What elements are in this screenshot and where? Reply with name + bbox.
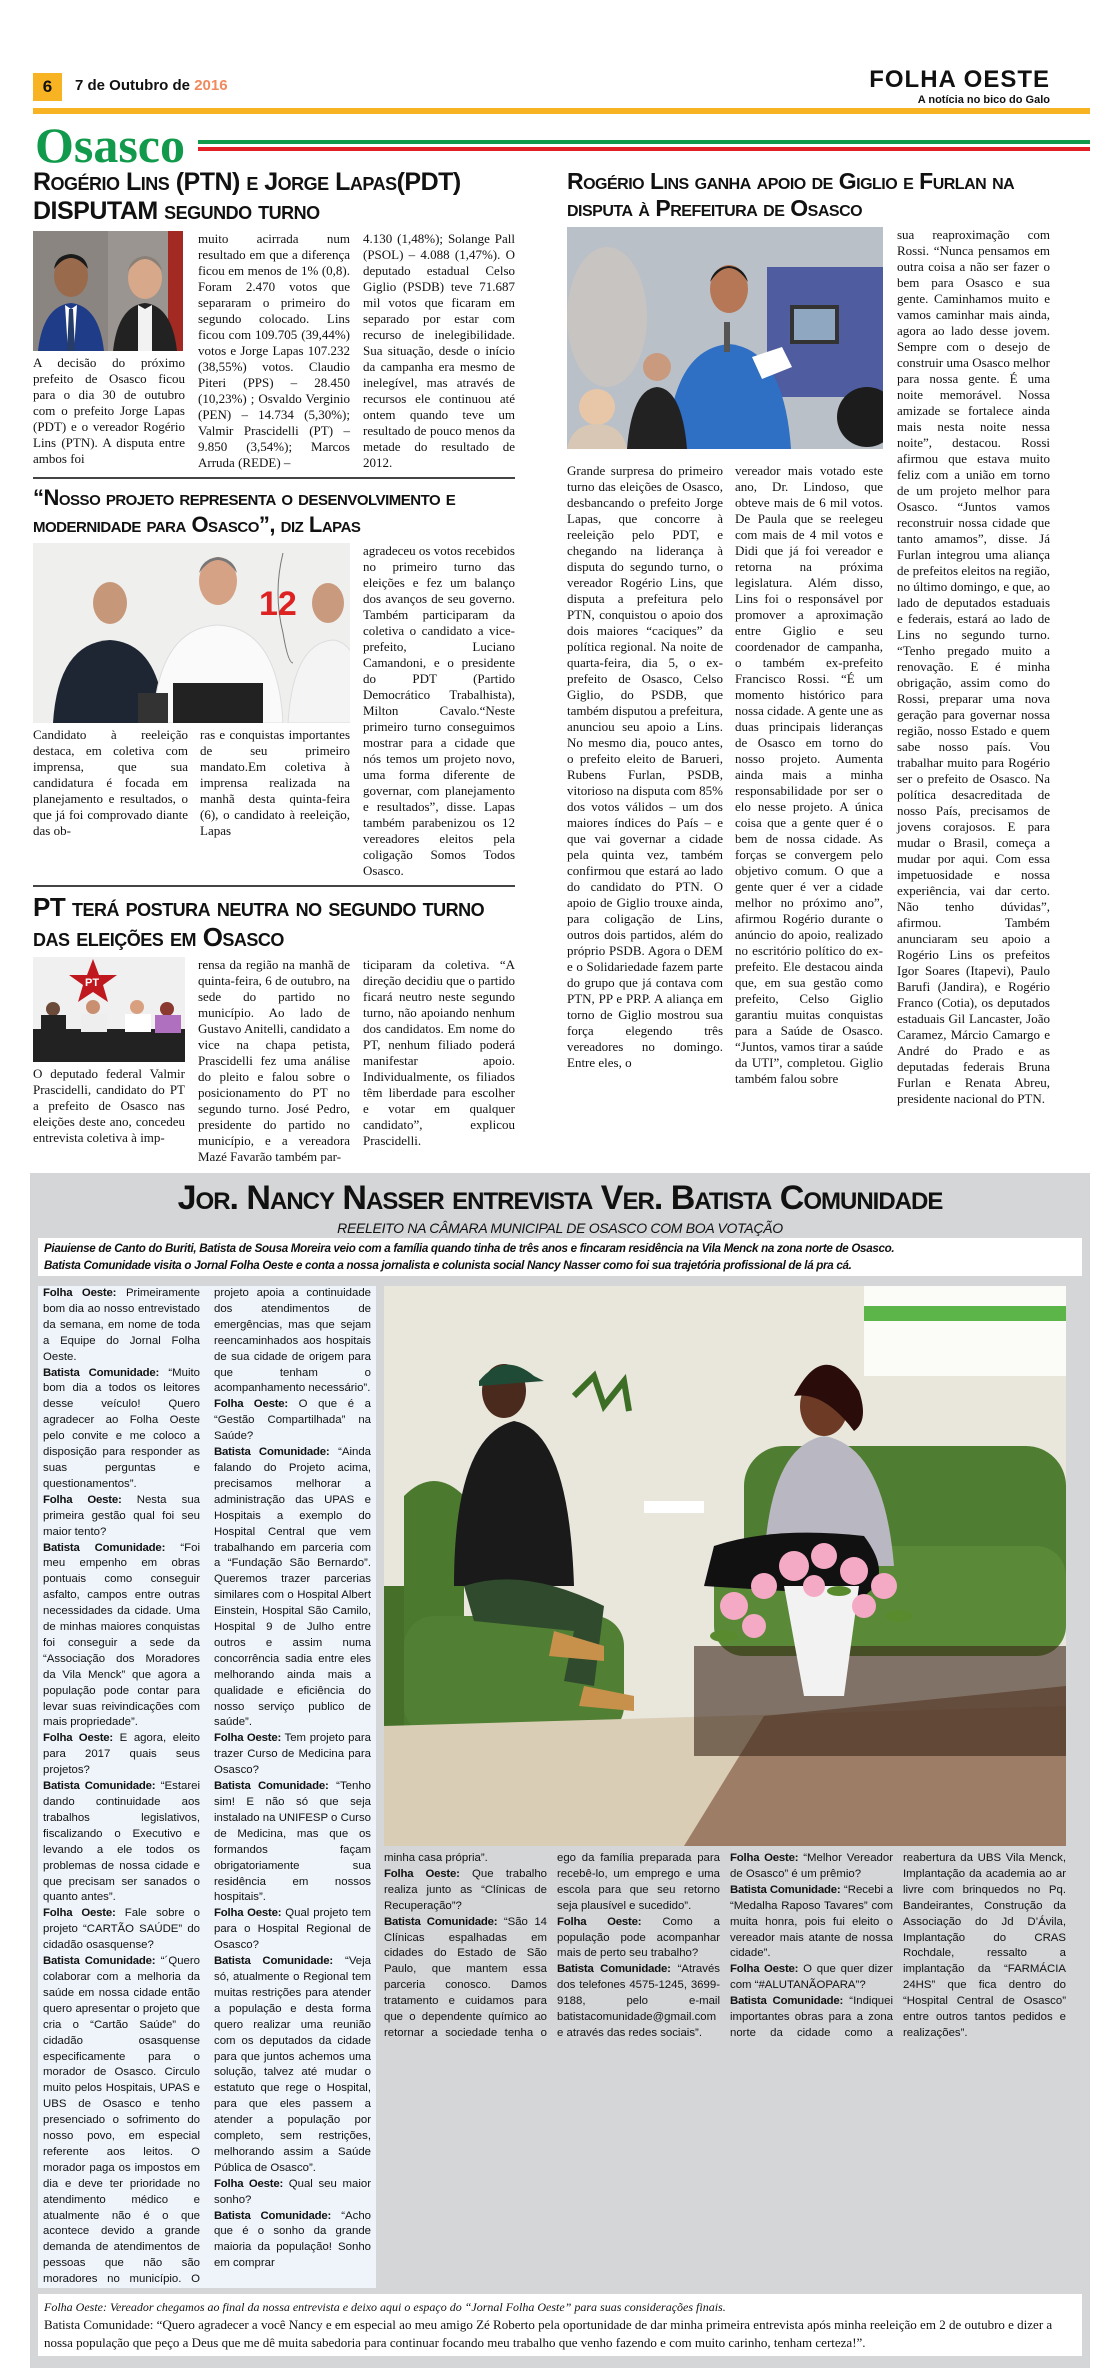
- speaker-label: Batista Comunidade:: [43, 1780, 156, 1793]
- interview-entry: [384, 1851, 547, 1867]
- interview-entry: [43, 1731, 200, 1779]
- red-rule: [198, 147, 1090, 151]
- interview-entry: [214, 2209, 371, 2273]
- speaker-label: Folha Oeste:: [730, 1963, 799, 1976]
- date-text: 7 de Outubro de: [75, 77, 195, 94]
- article4-body: [567, 227, 1050, 1107]
- speaker-label: Batista Comunidade:: [43, 1541, 166, 1554]
- green-rule: [198, 140, 1090, 144]
- article2-col2: ras e conquistas importantes de seu primeiro mandato.Em coletiva à imprensa realizada na manhã desta quinta-feira (6), o candidato à reeleição, Lapas: [200, 727, 350, 838]
- entry-text: Qual projeto tem para o Hospital Regional de Osasco?: [214, 1907, 371, 1952]
- speaker-label: Batista Comunidade:: [43, 1366, 160, 1379]
- final-remarks: [38, 2294, 1082, 2356]
- interview-entry: [43, 1541, 200, 1732]
- interview-entry: [43, 1906, 200, 1954]
- speaker-label: Folha Oeste:: [214, 1398, 289, 1411]
- article3-headline: PT terá postura neutra no segundo turno das eleições em Osasco: [33, 892, 485, 952]
- entry-text: Primeiramente bom dia ao nosso entrevistado da semana, em nome de toda a Equipe do Jornal Folha Oeste.: [43, 1287, 201, 1363]
- final-question: Folha Oeste: Vereador chegamos ao final da nossa entrevista e deixo aqui o espaço do “Jornal Folha Oeste” para suas considerações finais.: [44, 2300, 726, 2315]
- news-area: [33, 168, 1090, 1165]
- brand-tagline: A notícia no bico do Galo: [917, 94, 1050, 106]
- masthead: [869, 66, 1050, 106]
- article1-col3: 4.130 (1,48%); Solange Pall (PSOL) – 4.088 (1,47%). O deputado estadual Celso Giglio (PSDB) teve 71.687 mil votos que ficaram em separado por estar com recurso de inelegibilidade. Sua situação, desde o início da campanha era mesmo de inelegível, mas através de recursos ele continuou até ontem quando teve um resultado de pouco menos da metade do resultado de 2012.: [363, 231, 515, 470]
- speaker-label: Batista Comunidade:: [214, 1780, 329, 1793]
- speaker-label: Batista Comunidade:: [557, 1963, 671, 1976]
- rally-photo: [567, 227, 883, 449]
- interview-entry: [43, 1286, 200, 1366]
- final-answer: Batista Comunidade: “Quero agradecer a você Nancy e em especial ao meu amigo Zé Roberto pela oportunidade de dar minha primeira entrevista após minha reeleição em 2 de outubro e dizer a nossa população que peço a Deus que me dê muita sabedoria para continuar focando meu trabalho que venho fazendo e com muito carinho, tenham certeza!”.: [44, 2317, 1053, 2351]
- entry-text: “Estarei dando continuidade aos trabalhos legislativos, fiscalizando o Executivo e levando a ele todos os problemas de nossa cidade e que precisam ser sanados o quanto antes”.: [43, 1780, 201, 1904]
- entry-text: “Indiquei importantes obras para a zona norte da cidade como a reabertura da UBS Vila Menck, Implantação da academia ao ar livre com brinquedos no Pq. Bandeirantes, Construção da Associação do Jd D’Ávila, Implantação do CRAS Rochdale, ressalto a implantação da “FARMÁCIA 24HS” que fica dentro do “Hospital Central de Osasco” entre outros tantos pedidos e realizações”.: [730, 1852, 1066, 2039]
- divider: [33, 885, 515, 887]
- pt-press-photo: [33, 957, 185, 1062]
- article1-col2: muito acirrada num resultado em que a diferença ficou em menos de 1% (0,8). Foram 2.470 votos que separaram o primeiro do segundo colocado. Lins ficou com 109.705 (39,44%) votos e Jorge Lapas 107.232 (38,55%) votos. Claudio Piteri (PPS) – 28.450 (10,23%) ; Osvaldo Verginio (PEN) – 14.734 (5,30%); Valmir Prascidelli (PT) – 9.850 (3,54%); Marcos Arruda (REDE) –: [198, 231, 350, 470]
- entry-text: E agora, eleito para 2017 quais seus projetos?: [43, 1732, 200, 1777]
- entry-text: “Recebi a “Medalha Raposo Tavares” com muita honra, pois fui eleito o vereador mais atante de nossa cidade”.: [730, 1883, 893, 1960]
- entry-text: “Ainda falando do Projeto acima, precisamos melhorar a administração das UPAS e Hospitais a exemplo do Hospital Central que vem trabalhando em parceria com a “Fundação São Bernardo”. Queremos trazer parcerias similares com o Hospital Albert Einstein, Hospital São Camilo, Hospital 9 de Julho entre outros e assim numa concorrência sadia entre eles melhorando ainda mais a qualidade e eficiência do nosso serviço publico de saúde”.: [214, 1446, 372, 1729]
- issue-date: [75, 77, 228, 94]
- entry-text: “Veja só, atualmente o Regional tem muitas restrições para atender a população e desta forma quero realizar uma reunião com os deputados da cidade para que juntos achemos uma solução, talvez até mudar o estatuto que rege o Hospital, para que eles passem a atender a população por completo, sem restrições, melhorando assim a Saúde Pública de Osasco”.: [214, 1955, 372, 2174]
- interview-photo: [384, 1286, 1066, 1846]
- entry-text: Nesta sua primeira gestão qual foi seu maior tento?: [43, 1493, 200, 1538]
- pt-logo-text: PT: [85, 977, 100, 989]
- speaker-label: Folha Oeste:: [384, 1867, 460, 1880]
- interview-title: Jor. Nancy Nasser entrevista Ver. Batista Comunidade: [177, 1179, 943, 1217]
- speaker-label: Folha Oeste:: [214, 2177, 284, 2190]
- interview-box: [30, 1173, 1090, 2368]
- speaker-label: Batista Comunidade:: [214, 2209, 332, 2222]
- speaker-label: Folha Oeste:: [730, 1852, 799, 1864]
- interview-entry: [730, 1962, 893, 1994]
- entry-text: “Tenho sim! E não só que seja instalado na UNIFESP o Curso de Medicina, mas que os formandos façam obrigatoriamente sua residência em nossos hospitais”.: [214, 1780, 371, 1904]
- entry-text: “Através dos telefones 4575-1245, 3699-9188, pelo e-mail batistacomunidade@gmail.com e através das redes sociais”.: [557, 1963, 720, 2039]
- page-number: 6: [33, 73, 62, 101]
- interview-entry: [214, 1954, 371, 2177]
- interview-entry: [214, 2177, 371, 2209]
- entry-text: Que trabalho realiza junto as “Clínicas de Recuperação”?: [384, 1867, 547, 1912]
- interview-entry: [557, 1962, 720, 2042]
- entry-text: “São 14 Clínicas espalhadas em cidades do Estado de São Paulo, que mantem essa parceria conosco. Damos tratamento e cuidamos para que o dependente químico ao retornar a sociedade tenha o ego da família preparada para recebê-lo, um emprego e uma escola para que seu retorno seja plausível e sucedido”.: [384, 1852, 720, 2039]
- article2-col1: Candidato à reeleição destaca, em coletiva com imprensa, que sua candidatura é focada em planejamento e resultados, o que já foi comprovado diante das ob-: [33, 727, 188, 838]
- candidates-photo: [33, 231, 183, 351]
- entry-text: “Melhor Vereador de Osasco” é um prêmio?: [730, 1852, 893, 1880]
- entry-text: minha casa própria”.: [384, 1852, 488, 1864]
- article1-col1: A decisão do próximo prefeito de Osasco ficou para o dia 30 de outubro com o prefeito Jorge Lapas (PDT) e o vereador Rogério Lins (PTN). A disputa entre ambos foi: [33, 355, 185, 466]
- interview-entry: [43, 1493, 200, 1541]
- left-half: [33, 168, 515, 1165]
- interview-entry: [730, 1883, 893, 1963]
- speaker-label: Batista Comunidade:: [730, 1883, 841, 1896]
- article4-col3: sua reaproximação com Rossi. “Nunca pensamos em outra coisa a não ser fazer o bem para Osasco e sua gente. Caminhamos muito e vamos caminhar mais ainda, agora ao lado desse jovem. Sempre com o desejo de construir uma Osasco melhor para nossa gente. É uma noite memorável. Nossa amizade se fortalece ainda mais nesta noite nessa noite”, destacou. Rossi afirmou que estava muito feliz com a união em torno de um projeto melhor para Osasco. “Juntos vamos reconstruir nossa cidade que tanto amamos”, disse. Já Furlan integrou uma aliança de prefeitos eleitos na região, no último domingo, e que, ao lado de deputados estaduais e federais, estará ao lado de Lins no segundo turno. “Tenho pregado muito a renovação. E é minha obrigação, assim como do Rossi, preparar uma nova geração para governar nossa região, nosso Estado e quem sabe nosso país. Vou trabalhar muito para Rogério ser o prefeito de Osasco. Na política desacreditada de nosso País, precisamos de jovens corajosos. E para mudar o Brasil, começa a mudar por aqui. Com essa impetuosidade e nossa experiência, vai dar certo. Não tenho dúvidas”, afirmou. Também anunciaram seu apoio a Rogério Lins os prefeitos Igor Soares (Itapevi), Paulo Barufi (Jandira), e Rogério Franco (Cotia), os deputados estaduais Gil Lancaster, João Caramez, Márcio Camargo e André do Prado e as deputadas federais Bruna Furlan e Renata Abreu, presidente nacional do PTN.: [897, 227, 1050, 1106]
- article4-col2: vereador mais votado este ano, Dr. Lindoso, que obteve mais de 6 mil votos. De Paula que se reelegeu com mais de 4 mil votos e Didi que já foi vereador e retorna na próxima legislatura. Além disso, Lins foi o responsável por promover a aproximação entre Giglio e seu coordenador de campanha, o também ex-prefeito Francisco Rossi. “É um momento histórico para nossa cidade. A gente une as duas principais lideranças de Osasco em torno do nosso projeto. Aumenta ainda mais a minha responsabilidade por ser o elo nesse projeto. A única coisa que a gente quer é o bem de nossa cidade. As forças se convergem pelo objetivo comum. O que a gente quer é ver a cidade melhor no próximo ano”, afirmou Rogério durante o anúncio do apoio, realizado no escritório político do ex-prefeito. Ele destacou ainda que, em sua gestão como prefeito, Celso Giglio garantiu muitas conquistas para a Saúde de Osasco. “Juntos, vamos tirar a saúde da UTI”, completou. Giglio também falou sobre: [735, 463, 884, 1086]
- entry-text: “Muito bom dia a todos os leitores desse veículo! Quero agradecer ao Folha Oeste pelo convite e me coloco a disposição para responder as suas perguntas e questionamentos”.: [43, 1366, 201, 1490]
- interview-entry: [43, 1366, 200, 1493]
- article4-col1: Grande surpresa do primeiro turno das eleições de Osasco, desbancando o prefeito Jorge Lapas, que concorre à reeleição pelo PDT, e chegando na liderança à disputa do segundo turno, o vereador Rogério Lins, que disputa a prefeitura pelo PTN, conquistou o apoio dos dois maiores “caciques” da política regional. Na noite de quarta-feira, dia 5, o ex-prefeito de Osasco, Celso Giglio, do PSDB, que também disputou a prefeitura, anunciou seu apoio a Lins. No mesmo dia, pouco antes, o prefeito eleito de Barueri, Rubens Furlan, PSDB, vitorioso na disputa com 85% dos votos válidos – um dos maiores índices do País – e que vai governar a cidade pela quinta vez, também confirmou que estará ao lado do candidato do PTN. O apoio de Giglio trouxe ainda, para coligação de Lins, outros dois partidos, além do próprio PSDB. Agora o DEM e o Solidariedade fazem parte do grupo que já contava com PTN, PP e PRP. A aliança em torno de Giglio mostrou sua força elegendo três vereadores no domingo. Entre eles, o: [567, 463, 723, 1070]
- entry-text: Fale sobre o projeto “CARTÃO SAÚDE” do cidadão osasquense?: [43, 1907, 201, 1952]
- speaker-label: Folha Oeste:: [214, 1907, 282, 1920]
- entry-text: Tem projeto para trazer Curso de Medicina para Osasco?: [214, 1732, 371, 1777]
- brand-name: FOLHA OESTE: [869, 66, 1050, 93]
- speaker-label: Batista Comunidade:: [43, 1955, 156, 1968]
- press-conference-photo: [33, 543, 350, 723]
- interview-intro: [38, 1238, 1082, 1276]
- article2-col3: agradeceu os votos recebidos no primeiro turno das eleições e fez um balanço dos avanços de seu governo. Também participaram da coletiva o candidato a vice-prefeito, Luciano Camandoni, e o presidente do PDT (Partido Democrático Trabalhista), Milton Cavalo.“Neste primeiro turno conseguimos mostrar para a cidade que nós temos um projeto novo, uma forma diferente de governar, com planejamento e resultados”, disse. Lapas também parabenizou os 12 vereadores eleitos pela coligação Somos Todos Osasco.: [363, 543, 515, 878]
- article3-body: [33, 957, 515, 1165]
- entry-text: O que é a “Gestão Compartilhada” na Saúde?: [214, 1398, 371, 1443]
- interview-entry: [214, 1779, 371, 1906]
- entry-text: “Acho que é o sonho da grande maioria da população! Sonho em comprar: [214, 2209, 371, 2270]
- entry-text: Qual seu maior sonho?: [214, 2177, 371, 2206]
- article1-body: [33, 231, 515, 471]
- speaker-label: Batista Comunidade:: [384, 1915, 498, 1928]
- interview-right-area: [384, 1286, 1066, 2042]
- interview-left-columns: [38, 1286, 376, 2288]
- article1-headline: Rogério Lins (PTN) e Jorge Lapas(PDT) DISPUTAM segundo turno: [33, 168, 461, 225]
- right-half: [567, 168, 1050, 1107]
- intro-line: Piauiense de Canto do Buriti, Batista de Sousa Moreira veio com a família quando tinha de três anos e fincaram residência na Vila Menck na zona norte de Osasco.: [44, 1242, 895, 1255]
- entry-text: O que quer dizer com “#ALUTANÃOPARA”?: [730, 1963, 893, 1992]
- interview-entry: [557, 1915, 720, 1963]
- speaker-label: Batista Comunidade:: [730, 1995, 844, 2008]
- interview-bottom-columns: [384, 1851, 1066, 2042]
- speaker-label: Folha Oeste:: [43, 1732, 114, 1745]
- divider: [33, 477, 515, 479]
- speaker-label: Folha Oeste:: [43, 1907, 116, 1920]
- interview-body: [38, 1286, 1082, 2288]
- article3-col1: O deputado federal Valmir Prascidelli, candidato do PT a prefeito de Osasco nas eleições deste ano, concedeu entrevista coletiva à imp-: [33, 1066, 185, 1145]
- speaker-label: Folha Oeste:: [214, 1732, 282, 1745]
- speaker-label: Folha Oeste:: [43, 1287, 117, 1299]
- interview-entry: [214, 1731, 371, 1779]
- interview-entry: [214, 1445, 371, 1731]
- interview-entry: [730, 1851, 893, 1883]
- interview-entry: [214, 1397, 371, 1445]
- intro-line: Batista Comunidade visita o Jornal Folha Oeste e conta a nossa jornalista e colunista social Nancy Nasser como foi sua trajetória profissional de lá pra cá.: [44, 1259, 852, 1272]
- section-title: Osasco: [35, 117, 185, 173]
- speaker-label: Batista Comunidade:: [214, 1446, 330, 1459]
- interview-entry: [214, 1906, 371, 1954]
- article2-headline: “Nosso projeto representa o desenvolvimento e modernidade para Osasco”, diz Lapas: [33, 485, 456, 537]
- speaker-label: Folha Oeste:: [557, 1915, 642, 1928]
- entry-text: “Foi meu empenho em obras pontuais como conseguir asfalto, campos entre outras necessidades da cidade. Uma de minhas maiores conquistas foi conseguir a sede da “Associação dos Moradores da Vila Menck” que agora a população pode contar para levar suas reivindicações com mais propriedade”.: [43, 1541, 201, 1729]
- interview-subtitle: REELEITO NA CÂMARA MUNICIPAL DE OSASCO COM BOA VOTAÇÃO: [337, 1220, 783, 1236]
- article4-headline: Rogério Lins ganha apoio de Giglio e Furlan na disputa à Prefeitura de Osasco: [567, 168, 1015, 221]
- entry-text: “´Quero colaborar com a melhoria da saúde em nossa cidade então quero apresentar o projeto que cria o “Cartão Saúde” do cidadão osasquense especificamente para o morador de Osasco. Circulo muito pelos Hospitais, UPAS e UBS de Osasco e tenho presenciado o sofrimento do nosso povo, em especial referente aos leitos. O morador paga os impostos em dia e deve ter prioridade no atendimento médico e atualmente não é o que acontece devido a grande demanda de atendimentos de pessoas que não são moradores no município. O projeto apoia a continuidade dos atendimentos de emergências, mas que sejam reencaminhados aos hospitais de sua cidade de origem para que tenham o acompanhamento necessário”.: [43, 1287, 371, 2286]
- speaker-label: Folha Oeste:: [43, 1493, 122, 1506]
- interview-entry: [43, 1779, 200, 1906]
- entry-text: Como a população pode acompanhar mais de perto seu trabalho?: [557, 1915, 720, 1960]
- date-year: 2016: [194, 77, 228, 94]
- article3-col3: ticiparam da coletiva. “A direção decidiu que o partido ficará neutro neste segundo turno, não apoiando nenhum dos candidatos. Em nome do PT, nenhum filiado poderá manifestar apoio. Individualmente, os filiados têm liberdade para escolher e votar em qualquer candidato”, explicou Prascidelli.: [363, 957, 515, 1148]
- speaker-label: Batista Comunidade:: [214, 1955, 333, 1968]
- interview-entry: [384, 1867, 547, 1915]
- poster-number: 12: [259, 585, 297, 623]
- page-content: [33, 168, 1090, 2368]
- article2-body: [33, 543, 515, 879]
- header-divider: [33, 108, 1090, 114]
- article3-col2: rensa da região na manhã de quinta-feira, 6 de outubro, na sede do partido no município. Ao lado de Gustavo Anitelli, candidato a vice na chapa petista, Prascidelli fez uma análise do pleito e falou sobre o posicionamento do PT no segundo turno. José Pedro, presidente do partido no município, e a vereadora Mazé Favarão também par-: [198, 957, 350, 1164]
